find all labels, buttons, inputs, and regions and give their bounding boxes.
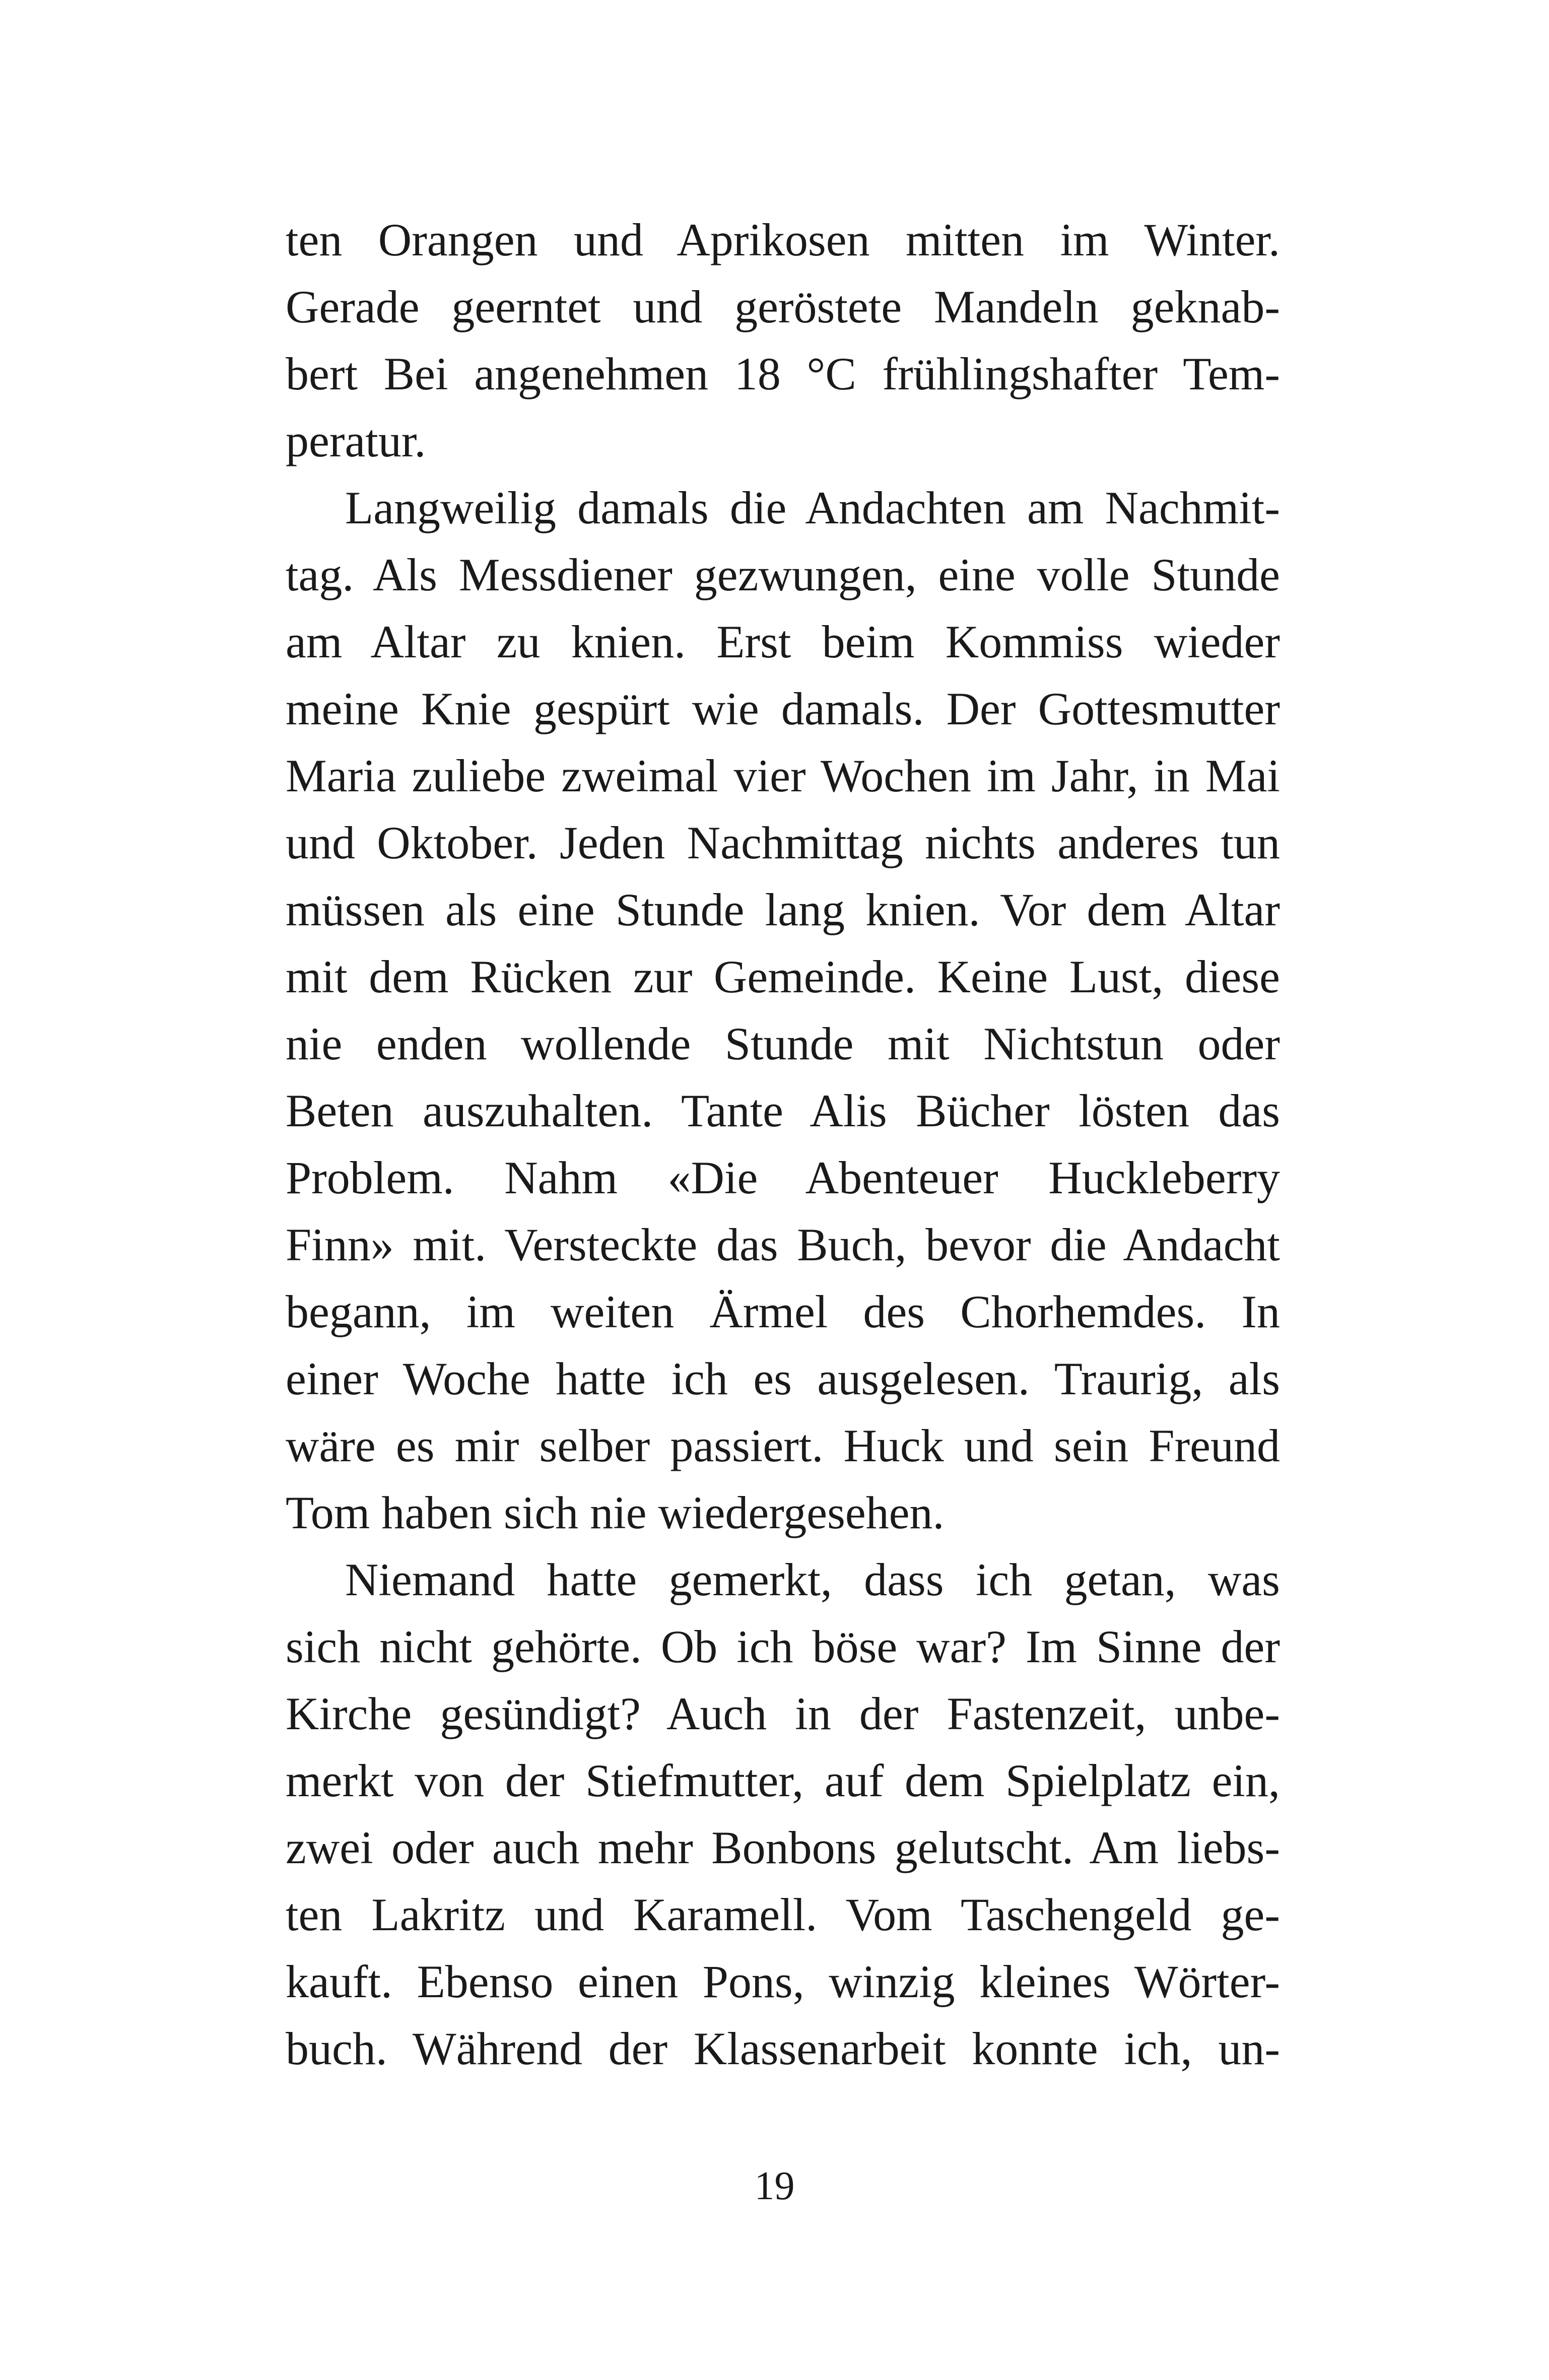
text-line: meine Knie gespürt wie damals. Der Gottesmutter — [286, 683, 1280, 734]
text-line: müssen als eine Stunde lang knien. Vor dem Altar — [286, 884, 1280, 935]
body-text — [286, 207, 1280, 2082]
text-line: kauft. Ebenso einen Pons, winzig kleines Wörter- — [286, 1956, 1280, 2007]
text-line: merkt von der Stiefmutter, auf dem Spielplatz ein, — [286, 1755, 1280, 1806]
text-line: und Oktober. Jeden Nachmittag nichts anderes tun — [286, 817, 1280, 868]
text-line: wäre es mir selber passiert. Huck und sein Freund — [286, 1420, 1280, 1471]
text-line: Niemand hatte gemerkt, dass ich getan, was — [345, 1554, 1280, 1605]
text-line: ten Lakritz und Karamell. Vom Taschengeld ge- — [286, 1889, 1280, 1940]
text-line: Gerade geerntet und geröstete Mandeln geknab- — [286, 281, 1280, 332]
text-line: sich nicht gehörte. Ob ich böse war? Im Sinne der — [286, 1621, 1280, 1672]
text-line: Finn» mit. Versteckte das Buch, bevor die Andacht — [286, 1219, 1280, 1270]
text-line: Maria zuliebe zweimal vier Wochen im Jahr, in Mai — [286, 750, 1280, 801]
text-line: mit dem Rücken zur Gemeinde. Keine Lust, diese — [286, 951, 1280, 1002]
text-line: Kirche gesündigt? Auch in der Fastenzeit, unbe- — [286, 1688, 1280, 1739]
text-line: zwei oder auch mehr Bonbons gelutscht. Am liebs- — [286, 1822, 1280, 1873]
text-line: ten Orangen und Aprikosen mitten im Winter. — [286, 214, 1280, 265]
text-line: buch. Während der Klassenarbeit konnte ich, un- — [286, 2023, 1280, 2074]
text-line: Langweilig damals die Andachten am Nachmit- — [345, 482, 1280, 533]
text-line: Tom haben sich nie wiedergesehen. — [286, 1487, 945, 1538]
text-line: tag. Als Messdiener gezwungen, eine volle Stunde — [286, 549, 1280, 600]
text-line: bert Bei angenehmen 18 °C frühlingshafter Tem- — [286, 348, 1280, 399]
text-line: einer Woche hatte ich es ausgelesen. Traurig, als — [286, 1353, 1280, 1404]
text-line: Problem. Nahm «Die Abenteuer Huckleberry — [286, 1152, 1280, 1203]
text-line: peratur. — [286, 415, 426, 466]
page-number: 19 — [754, 2164, 795, 2208]
text-line: Beten auszuhalten. Tante Alis Bücher lösten das — [286, 1085, 1280, 1136]
text-line: nie enden wollende Stunde mit Nichtstun oder — [286, 1018, 1280, 1069]
text-line: begann, im weiten Ärmel des Chorhemdes. In — [286, 1286, 1280, 1337]
text-line: am Altar zu knien. Erst beim Kommiss wieder — [286, 616, 1280, 667]
